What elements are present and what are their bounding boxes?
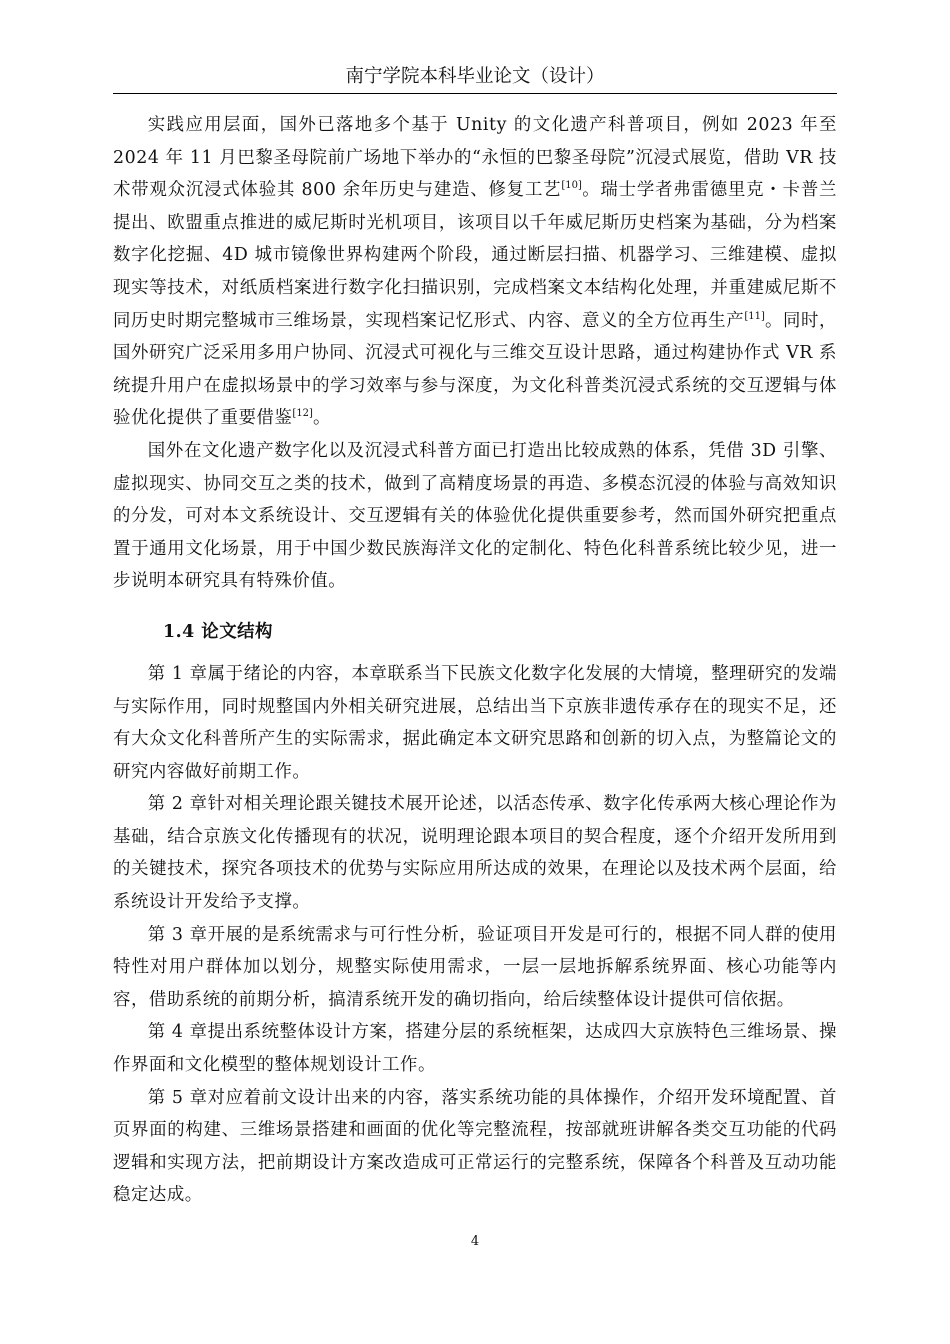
paragraph-chapter-2: 第 2 章针对相关理论跟关键技术展开论述，以活态传承、数字化传承两大核心理论作为基础，结合京族文化传播现有的状况，说明理论跟本项目的契合程度，逐个介绍开发所用到的关键技术，探究各项技术的优势与实际应用所达成的效果，在理论以及技术两个层面，给系统设计开发给予支撑。 <box>113 794 837 913</box>
page-number: 4 <box>470 1234 480 1249</box>
header-rule <box>113 93 837 94</box>
paragraph-text: 。 <box>312 408 331 429</box>
paragraph-summary-abroad: 国外在文化遗产数字化以及沉浸式科普方面已打造出比较成熟的体系，凭借 3D 引擎、虚拟现实、协同交互之类的技术，做到了高精度场景的再造、多模态沉浸的体验与高效知识的分发，可对本文系统设计、交互逻辑有关的体验优化提供重要参考，然而国外研究把重点置于通用文化场景，用于中国少数民族海洋文化的定制化、特色化科普系统比较少见，进一步说明本研究具有特殊价值。 <box>113 440 837 592</box>
paragraph-chapter-3: 第 3 章开展的是系统需求与可行性分析，验证项目开发是可行的，根据不同人群的使用特性对用户群体加以划分，规整实际使用需求，一层一层地拆解系统界面、核心功能等内容，借助系统的前期分析，搞清系统开发的确切指向，给后续整体设计提供可信依据。 <box>113 924 837 1010</box>
section-heading: 1.4 论文结构 <box>163 621 273 642</box>
citation-ref[interactable]: [10] <box>561 180 582 192</box>
paragraph-practice-abroad <box>113 109 837 435</box>
running-header: 南宁学院本科毕业论文（设计） <box>345 66 605 87</box>
document-body <box>113 109 837 1212</box>
paragraph-chapter-1: 第 1 章属于绪论的内容，本章联系当下民族文化数字化发展的大情境，整理研究的发端与实际作用，同时规整国内外相关研究进展，总结出当下京族非遗传承存在的现实不足，还有大众文化科普所产生的实际需求，据此确定本文研究思路和创新的切入点，为整篇论文的研究内容做好前期工作。 <box>113 663 837 782</box>
paragraph-chapter-4: 第 4 章提出系统整体设计方案，搭建分层的系统框架，达成四大京族特色三维场景、操作界面和文化模型的整体规划设计工作。 <box>113 1022 837 1076</box>
paragraph-text: 。同时，国外研究广泛采用多用户协同、沉浸式可视化与三维交互设计思路，通过构建协作式 VR 系统提升用户在虚拟场景中的学习效率与参与深度，为文化科普类沉浸式系统的交互逻辑与体验优化提供了重要借鉴 <box>113 310 837 429</box>
paragraph-text: 实践应用层面，国外已落地多个基于 Unity 的文化遗产科普项目，例如 2023 年至 2024 年 11 月巴黎圣母院前广场地下举办的“永恒的巴黎圣母院”沉浸式展览，借助 VR 技术带观众沉浸式体验其 800 余年历史与建造、修复工艺 <box>113 115 837 201</box>
paragraph-chapter-5: 第 5 章对应着前文设计出来的内容，落实系统功能的具体操作，介绍开发环境配置、首页界面的构建、三维场景搭建和画面的优化等完整流程，按部就班讲解各类交互功能的代码逻辑和实现方法，把前期设计方案改造成可正常运行的完整系统，保障各个科普及互动功能稳定达成。 <box>113 1087 837 1206</box>
paragraph-text: 。瑞士学者弗雷德里克・卡普兰提出、欧盟重点推进的威尼斯时光机项目，该项目以千年威尼斯历史档案为基础，分为档案数字化挖掘、4D 城市镜像世界构建两个阶段，通过断层扫描、机器学习、三维建模、虚拟现实等技术，对纸质档案进行数字化扫描识别，完成档案文本结构化处理，并重建威尼斯不同历史时期完整城市三维场景，实现档案记忆形式、内容、意义的全方位再生产 <box>113 180 837 331</box>
citation-ref[interactable]: [12] <box>292 408 313 420</box>
citation-ref[interactable]: [11] <box>744 310 765 322</box>
